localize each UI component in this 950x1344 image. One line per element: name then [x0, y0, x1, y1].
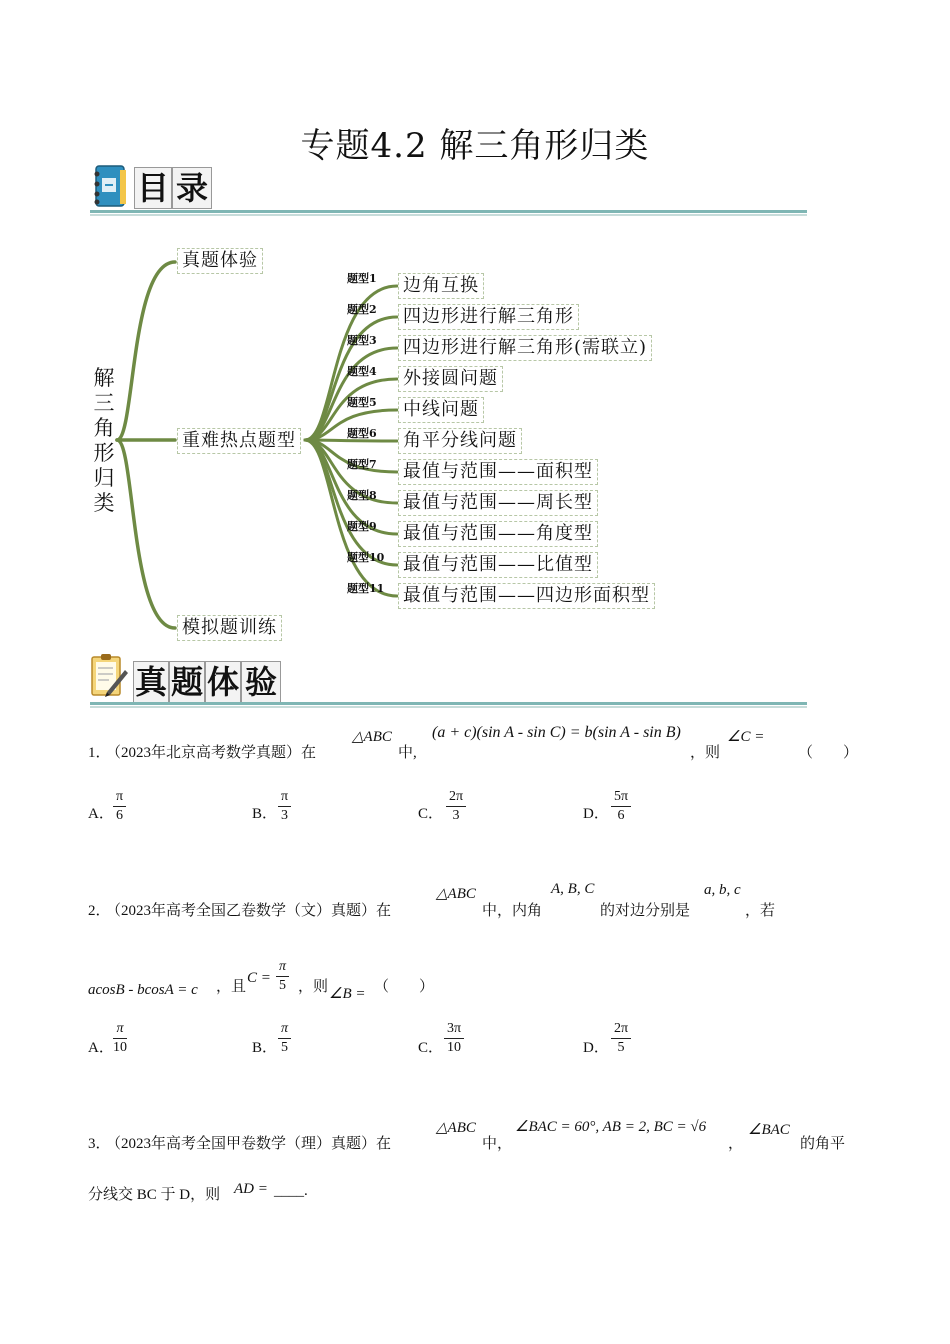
section-heading-char: 体: [206, 663, 239, 701]
question-source: （2023年高考全国甲卷数学（理）真题）在: [106, 1136, 392, 1152]
page-title: 专题4.2 解三角形归类: [300, 126, 650, 166]
option-label: C．: [418, 806, 444, 822]
question-condition: ∠BAC = 60°, AB = 2, BC = √6: [515, 1119, 707, 1135]
answer-paren: （ ）: [798, 745, 859, 761]
divider: [90, 702, 807, 705]
angle-labels: A, B, C: [551, 881, 595, 897]
section-heading-char: 验: [241, 661, 281, 703]
option-label: D．: [583, 1040, 609, 1056]
question-number: 1．: [88, 745, 111, 761]
branch-mock-training: 模拟题训练: [177, 615, 282, 641]
question-condition: acosB - bcosA = c: [88, 982, 198, 998]
triangle-label: △ABC: [436, 886, 476, 902]
fraction-denominator: 3: [452, 808, 460, 823]
fraction-numerator: π: [113, 788, 126, 807]
fraction-denominator: 6: [617, 808, 625, 823]
type-label: 边角互换: [398, 273, 484, 299]
fraction-numerator: π: [276, 958, 289, 977]
triangle-label: △ABC: [436, 1120, 476, 1136]
option-label: B．: [252, 806, 278, 822]
type-label: 最值与范围——面积型: [398, 459, 598, 485]
option-fraction: [278, 788, 291, 825]
question-condition: C =: [247, 970, 271, 986]
question-text: 分线交 BC 于 D，则: [88, 1187, 221, 1203]
toc-heading-char: 录: [175, 169, 208, 207]
type-label: 最值与范围——周长型: [398, 490, 598, 516]
triangle-label: △ABC: [352, 729, 392, 745]
option-fraction: [611, 788, 631, 825]
question-text: ，: [728, 1136, 744, 1152]
type-label: 最值与范围——四边形面积型: [398, 583, 655, 609]
side-labels: a, b, c: [704, 882, 741, 898]
option-fraction: [446, 788, 466, 825]
branch-true-exam: 真题体验: [177, 248, 263, 274]
type-label: 最值与范围——角度型: [398, 521, 598, 547]
type-tag: 题型5: [347, 396, 377, 409]
fraction-numerator: π: [278, 788, 291, 807]
question-source: （2023年北京高考数学真题）在: [106, 745, 317, 761]
question-ask: ∠C =: [727, 729, 765, 745]
question-ask: ∠B =: [329, 986, 366, 1002]
fraction-numerator: π: [278, 1020, 291, 1039]
type-label: 四边形进行解三角形(需联立): [398, 335, 652, 361]
type-tag: 题型3: [347, 334, 377, 347]
fraction-numerator: 3π: [444, 1020, 464, 1039]
angle-label: ∠BAC: [748, 1122, 790, 1138]
option-label: A．: [88, 1040, 114, 1056]
type-tag: 题型2: [347, 303, 377, 316]
option-label: D．: [583, 806, 609, 822]
toc-heading-char: 目: [136, 169, 169, 207]
type-tag: 题型9: [347, 520, 377, 533]
question-text: 的对边分别是: [600, 903, 691, 919]
option-fraction: [278, 1020, 291, 1057]
fraction-denominator: 6: [116, 808, 124, 823]
option-fraction: [611, 1020, 631, 1057]
question-source: （2023年高考全国乙卷数学（文）真题）在: [106, 903, 392, 919]
question-text: 中,: [398, 745, 417, 761]
question-text: ，且: [216, 979, 247, 995]
question-ask: AD =: [234, 1181, 268, 1197]
question-text: 中，: [482, 1136, 513, 1152]
fraction-denominator: 3: [281, 808, 289, 823]
question-text: ，则: [298, 979, 329, 995]
branch-key-types: 重难热点题型: [177, 428, 301, 454]
question-number: 2．: [88, 903, 111, 919]
type-label: 角平分线问题: [398, 428, 522, 454]
type-label: 中线问题: [398, 397, 484, 423]
question-number: 3．: [88, 1136, 111, 1152]
type-label: 四边形进行解三角形: [398, 304, 579, 330]
option-fraction: [113, 1020, 127, 1057]
question-text: 中，内角: [482, 903, 543, 919]
question-text: ，则: [690, 745, 721, 761]
type-tag: 题型6: [347, 427, 377, 440]
type-tag: 题型1: [347, 272, 377, 285]
fraction-denominator: 10: [113, 1040, 127, 1055]
type-tag: 题型11: [347, 582, 385, 595]
question-text: ，若: [745, 903, 776, 919]
option-fraction: [444, 1020, 464, 1057]
option-label: A．: [88, 806, 114, 822]
fraction-denominator: 5: [279, 978, 286, 993]
fraction-numerator: 2π: [446, 788, 466, 807]
section-heading-char: 真: [134, 663, 167, 701]
condition-fraction: [276, 958, 289, 995]
option-fraction: [113, 788, 126, 825]
answer-blank: ____.: [274, 1183, 308, 1199]
type-tag: 题型8: [347, 489, 377, 502]
fraction-denominator: 5: [617, 1040, 625, 1055]
fraction-numerator: 5π: [611, 788, 631, 807]
type-tag: 题型10: [347, 551, 385, 564]
option-label: B．: [252, 1040, 278, 1056]
clipboard-icon: [89, 652, 129, 698]
option-label: C．: [418, 1040, 444, 1056]
fraction-numerator: 2π: [611, 1020, 631, 1039]
section-heading-char: 题: [170, 663, 203, 701]
mindmap-root: 解 三 角 形 归 类: [93, 366, 115, 515]
question-formula: (a + c)(sin A - sin C) = b(sin A - sin B): [432, 724, 681, 741]
answer-paren: （ ）: [374, 979, 435, 995]
divider: [90, 706, 807, 708]
type-label: 外接圆问题: [398, 366, 503, 392]
fraction-denominator: 5: [281, 1040, 288, 1055]
type-tag: 题型7: [347, 458, 377, 471]
type-label: 最值与范围——比值型: [398, 552, 598, 578]
fraction-numerator: π: [113, 1020, 127, 1039]
fraction-denominator: 10: [447, 1040, 462, 1055]
question-text: 的角平: [800, 1136, 846, 1152]
type-tag: 题型4: [347, 365, 377, 378]
